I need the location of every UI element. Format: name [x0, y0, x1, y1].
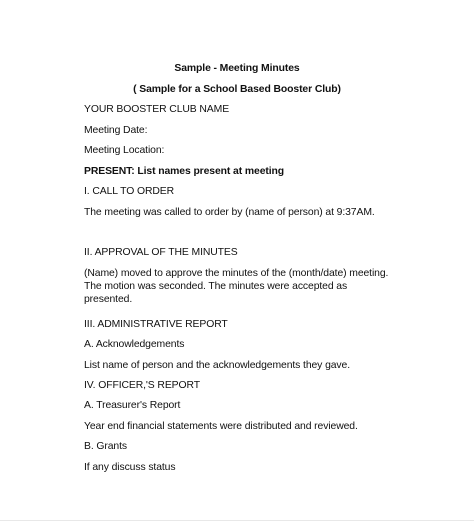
- page-bottom-divider: [0, 520, 474, 521]
- section-admin-acknowledgements-text: List name of person and the acknowledgements they gave.: [84, 360, 350, 371]
- document-title: Sample - Meeting Minutes: [174, 63, 300, 74]
- section-grants-heading: B. Grants: [84, 441, 127, 452]
- section-approval-text: (Name) moved to approve the minutes of the (month/date) meeting. The motion was seconded. The minutes were accepted as presented.: [84, 268, 389, 305]
- section-call-to-order-heading: I. CALL TO ORDER: [84, 186, 175, 197]
- meeting-date-label: Meeting Date:: [84, 125, 148, 136]
- club-name: YOUR BOOSTER CLUB NAME: [84, 104, 230, 115]
- section-approval-heading: II. APPROVAL OF THE MINUTES: [84, 247, 238, 258]
- meeting-location-label: Meeting Location:: [84, 145, 165, 156]
- present-line: PRESENT: List names present at meeting: [84, 166, 285, 177]
- section-admin-report-heading: III. ADMINISTRATIVE REPORT: [84, 319, 228, 330]
- section-admin-acknowledgements-heading: A. Acknowledgements: [84, 339, 185, 350]
- section-officers-report-heading: IV. OFFICER,'S REPORT: [84, 380, 200, 391]
- section-grants-text: If any discuss status: [84, 462, 176, 473]
- section-treasurer-report-heading: A. Treasurer's Report: [84, 400, 181, 411]
- section-treasurer-report-text: Year end financial statements were distributed and reviewed.: [84, 421, 358, 432]
- document-subtitle: ( Sample for a School Based Booster Club): [133, 84, 341, 95]
- section-call-to-order-text: The meeting was called to order by (name of person) at 9:37AM.: [84, 207, 375, 218]
